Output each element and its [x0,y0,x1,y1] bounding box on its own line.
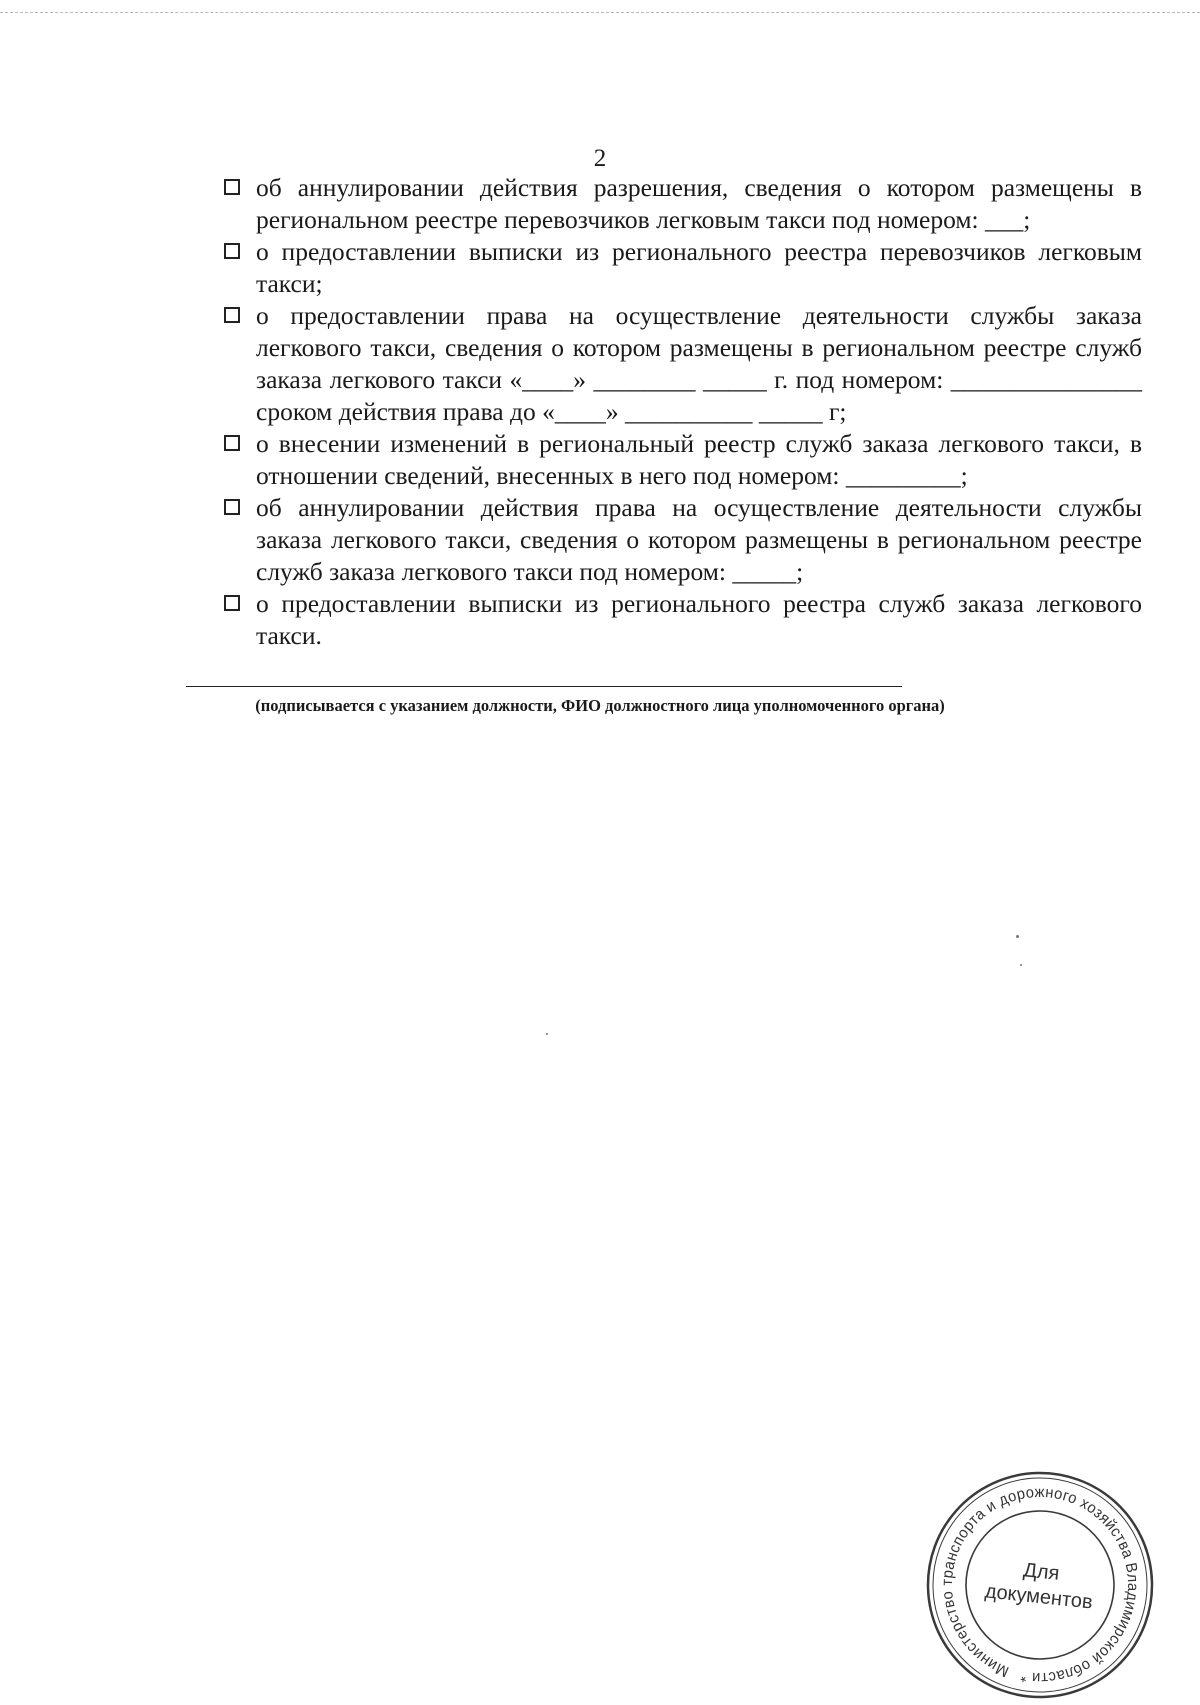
official-seal [920,1465,1160,1705]
option-text: о предоставлении выписки из регионального реестра служб заказа легкового такси. [256,589,1142,650]
scan-speck [1016,935,1019,938]
scan-speck [546,1033,548,1035]
seal-ring-text [920,1465,1160,1705]
scan-top-edge [0,12,1200,13]
seal-outer-ring [920,1465,1160,1705]
checkbox[interactable] [224,499,240,515]
seal-inner-ring [920,1465,1160,1705]
seal-center-line-2: документов [983,1580,1094,1614]
option-text: о предоставлении выписки из регионального реестра перевозчиков легковым такси; [256,237,1142,298]
option-text: об аннулировании действия права на осуществление деятельности службы заказа легкового такси, сведения о котором размещены в региональном реестре служб заказа легкового такси под номером: _____; [256,493,1142,586]
seal-center-line-1: Для [1022,1559,1061,1585]
option-extract-carriers-registry [222,236,1142,300]
checkbox[interactable] [224,179,240,195]
option-text: о внесении изменений в региональный реестр служб заказа легкового такси, в отношении сведений, внесенных в него под номером: _________; [256,429,1142,490]
scan-speck [1020,964,1022,966]
checkbox[interactable] [224,243,240,259]
option-text: о предоставлении права на осуществление деятельности службы заказа легкового такси, сведения о котором размещены в региональном реестре служб заказа легкового такси «____» ________ _____ г. под номером: _______________ сроком действия права до «____» __________ _____ г; [256,301,1142,426]
page-number: 2 [593,145,607,172]
option-annul-permit [222,172,1142,236]
seal-ring-textpath: Министерство транспорта и дорожного хозяйства Владимирской области * [938,1483,1142,1687]
option-amend-dispatch-registry [222,428,1142,492]
option-grant-dispatch-right [222,300,1142,428]
checkbox[interactable] [224,307,240,323]
options-list [222,172,1142,652]
signature-line [186,686,902,687]
checkbox[interactable] [224,595,240,611]
signature-caption: (подписывается с указанием должности, ФИО должностного лица уполномоченного органа) [255,696,945,715]
option-text: об аннулировании действия разрешения, сведения о котором размещены в региональном реестре перевозчиков легковым такси под номером: ___; [256,173,1142,234]
checkbox[interactable] [224,435,240,451]
option-annul-dispatch-right [222,492,1142,588]
option-extract-dispatch-registry [222,588,1142,652]
